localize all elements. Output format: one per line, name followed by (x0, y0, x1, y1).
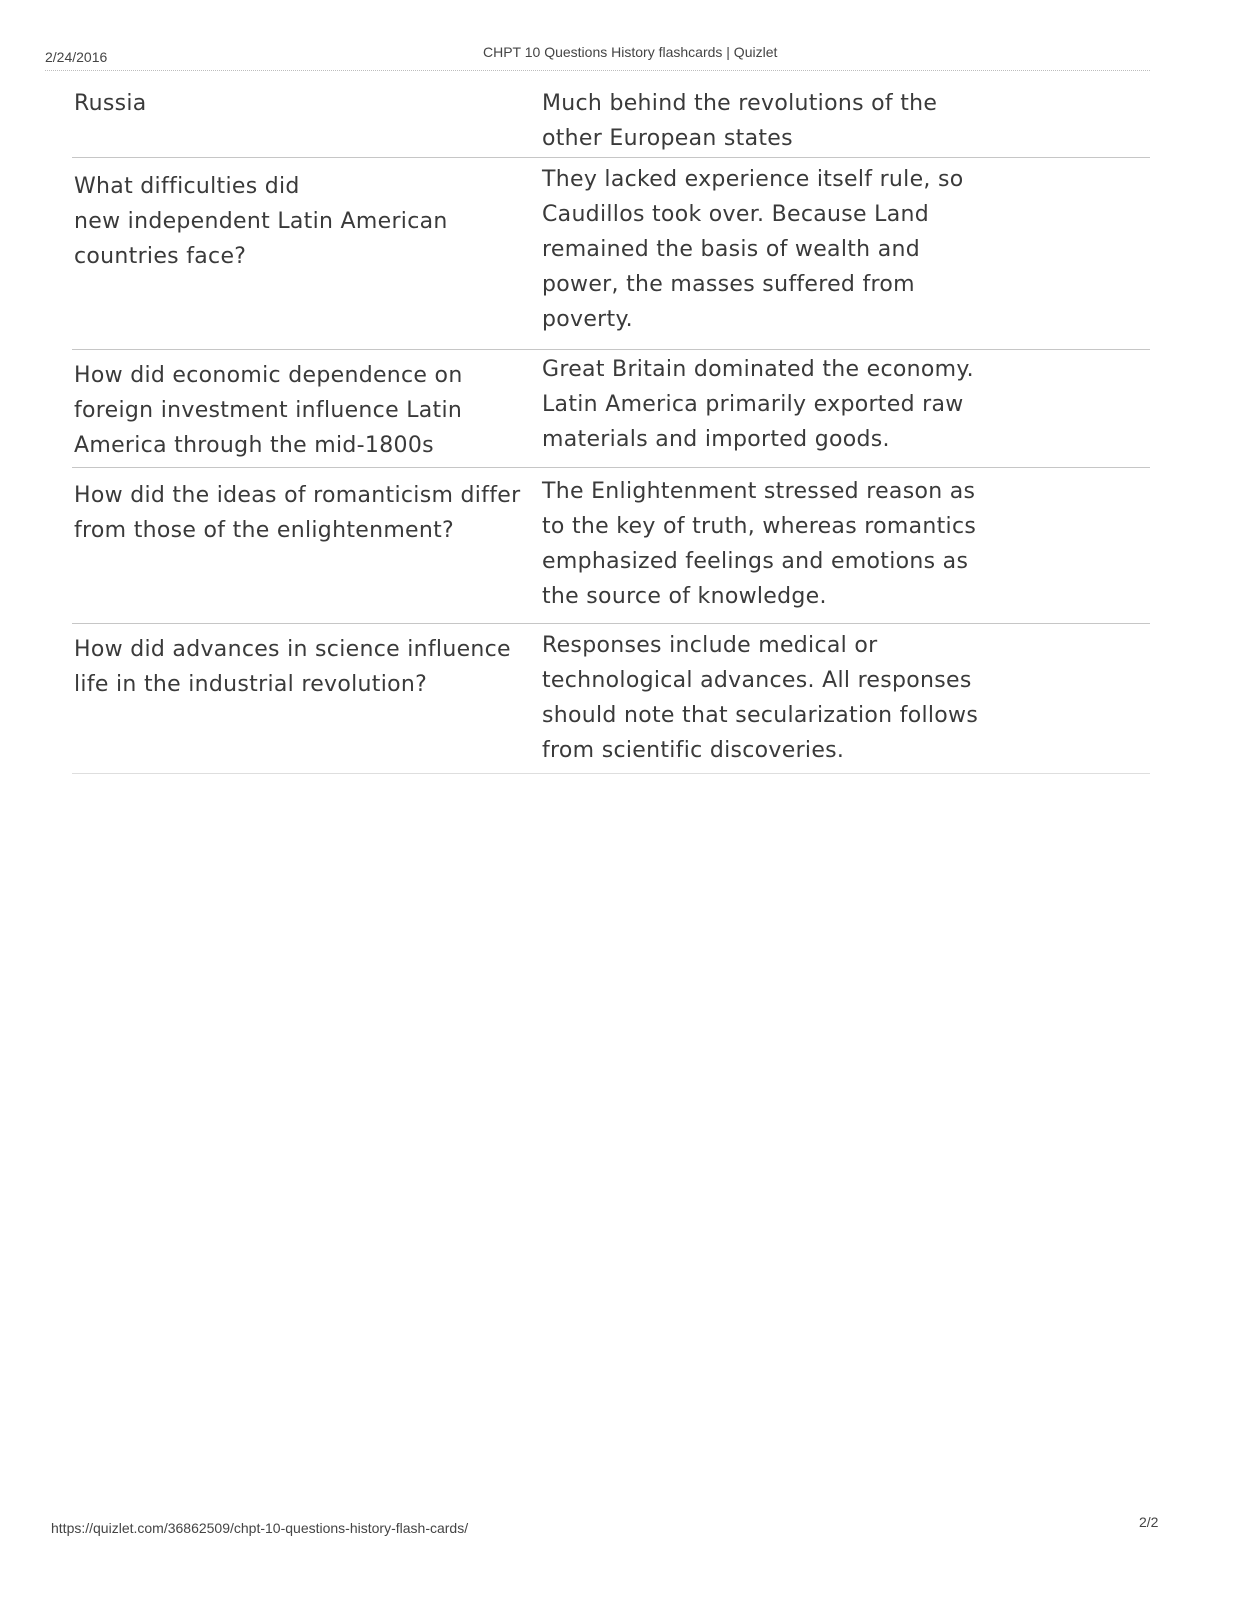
term-text: Russia (74, 91, 147, 116)
flashcard-term (72, 468, 542, 623)
flashcard-term (72, 158, 542, 349)
term-text: new independent Latin American countries face? (74, 209, 448, 269)
term-text: How did advances in science influence life in the industrial revolution? (74, 637, 511, 697)
print-date: 2/24/2016 (45, 49, 108, 65)
flashcard-row (72, 72, 1150, 158)
term-text: How did economic dependence on foreign investment influence Latin America through the mid-1800s (74, 363, 463, 458)
print-page-title: CHPT 10 Questions History flashcards | Quizlet (483, 44, 778, 60)
print-page-number: 2/2 (1139, 1514, 1159, 1530)
flashcard-row (72, 468, 1150, 624)
flashcard-row (72, 624, 1150, 774)
term-text: How did the ideas of romanticism differ from those of the enlightenment? (74, 483, 521, 543)
flashcard-term (72, 350, 542, 467)
flashcard-term (72, 72, 542, 157)
flashcard-definition: Great Britain dominated the economy. Latin America primarily exported raw materials and imported goods. (542, 357, 974, 452)
top-divider (45, 70, 1150, 71)
term-text: What difficulties did (74, 174, 300, 199)
flashcard-row (72, 158, 1150, 350)
flashcard-list (72, 72, 1150, 774)
flashcard-row (72, 350, 1150, 468)
print-footer-url: https://quizlet.com/36862509/chpt-10-questions-history-flash-cards/ (51, 1520, 469, 1536)
print-header (0, 44, 1239, 68)
flashcard-definition: The Enlightenment stressed reason as to the key of truth, whereas romantics emphasized feelings and emotions as the source of knowledge. (542, 479, 977, 609)
flashcard-definition: Responses include medical or technological advances. All responses should note that secularization follows from scientific discoveries. (542, 633, 979, 763)
flashcard-definition: They lacked experience itself rule, so Caudillos took over. Because Land remained the basis of wealth and power, the masses suffered from poverty. (542, 167, 964, 332)
flashcard-definition: Much behind the revolutions of the other European states (542, 91, 938, 151)
flashcard-term (72, 624, 542, 773)
